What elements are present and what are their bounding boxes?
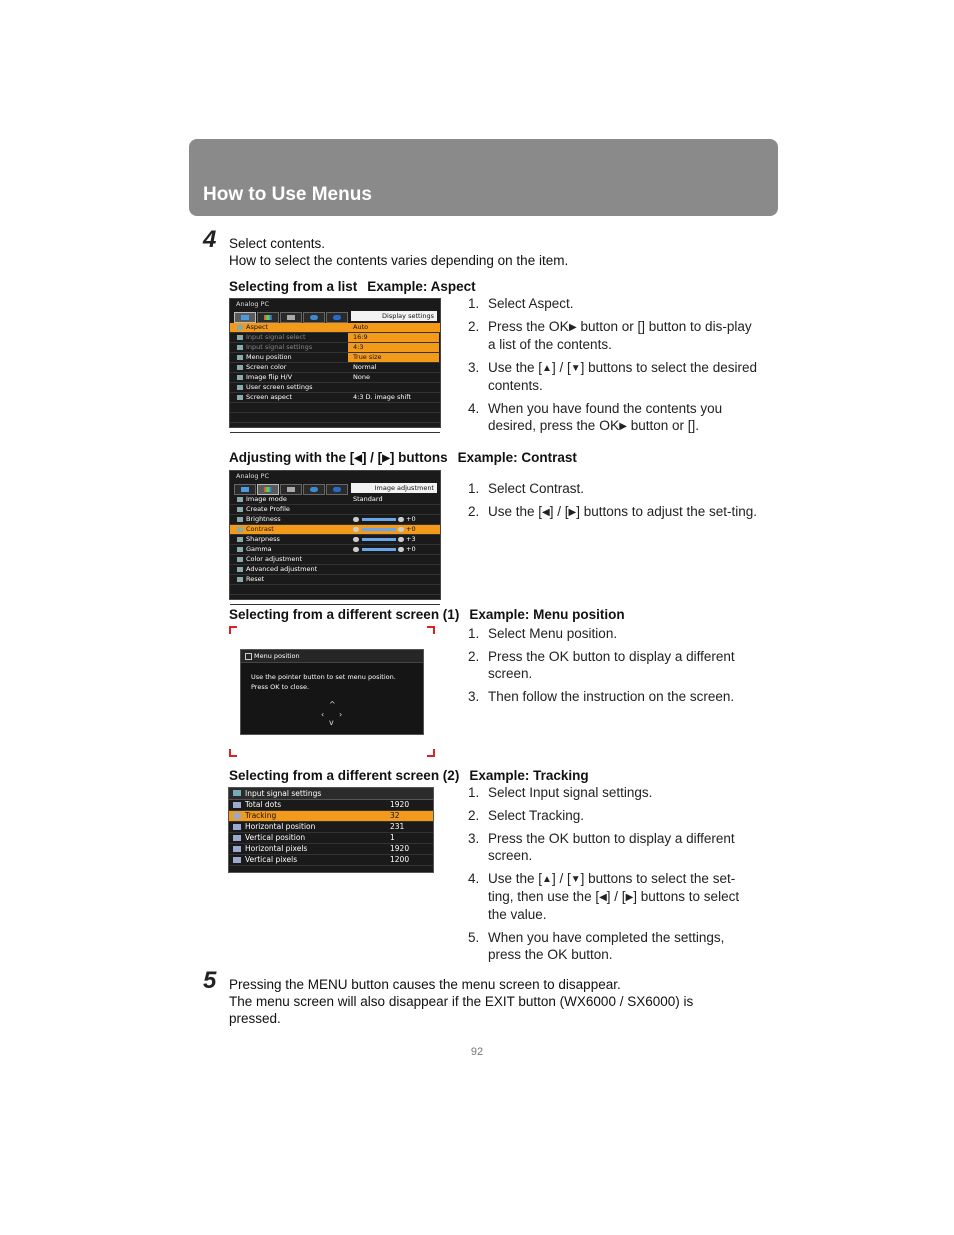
menu-item-label: Create Profile [246,505,290,513]
item-text [488,785,652,800]
menu-row [230,575,440,585]
frame-corner [427,626,435,634]
item-number: 1. [468,785,480,800]
menu-source-label: Analog PC [236,472,269,480]
menu-item-label: Screen color [246,363,287,371]
item-number: 3. [468,689,480,704]
item-text [488,296,574,311]
ok-button-label: OK [548,830,570,846]
list-item [468,870,758,923]
adjust-slider [353,547,433,552]
slider-value: +0 [406,545,416,553]
menu-item-value: 1200 [390,855,410,864]
frame-corner [229,626,237,634]
text: ] buttons to select the value. [488,889,740,922]
menu-row [230,343,440,353]
text: When you have found the contents you desired, press the [488,401,723,433]
item-text [488,831,735,863]
item-text [488,649,735,681]
menu-item-label: Horizontal pixels [245,844,308,853]
increase-icon [398,547,404,552]
menu-item-icon [237,497,243,502]
arrow-button-icon: ◀ [542,507,550,518]
menu-source-label: Analog PC [236,300,269,308]
pointer-arrows-icon: ^ ‹ › v [321,700,343,727]
step5-line2: The menu screen will also disappear if the EXIT button (WX6000 / SX6000) is [229,994,694,1009]
ok-button-label: OK [548,648,570,664]
menu-item-icon [237,517,243,522]
step4-line1: Select contents. [229,236,326,251]
menu-item-value: 231 [390,822,405,831]
item-text [488,689,734,704]
text: Select Input signal settings. [488,785,653,800]
display-tab-icon [234,484,256,495]
menu-item-icon [237,567,243,572]
text: ] / [ [606,889,626,904]
item-number: 1. [468,626,480,641]
arrow-button-icon: ▶ [568,507,577,518]
menu-row [230,525,440,535]
input-signal-settings-menu-screenshot [228,787,434,873]
list-item [468,929,758,963]
slider-bar [362,548,396,551]
menu-item-value: 1920 [390,844,410,853]
section-contrast-title [229,450,577,465]
list-item [468,318,758,353]
menu-row [229,800,433,811]
ok-button-label: OK [599,417,620,433]
right-arrow-icon: ▶ [382,453,390,464]
ok-button-label: OK [548,318,570,334]
aspect-steps-list [468,295,758,441]
decrease-icon [353,547,359,552]
section-menu-position-heading: Selecting from a different screen (1) [229,607,460,622]
menu-row [230,383,440,393]
menu-item-label: Tracking [245,811,277,820]
item-number: 4. [468,401,480,416]
display-tab-icon [234,312,256,323]
slider-value: +0 [406,525,416,533]
section-header [189,139,778,216]
item-text [488,930,724,962]
text: ] / [ [551,360,571,375]
menu-item-label: Advanced adjustment [246,565,318,573]
menu-position-steps-list [468,625,758,711]
list-item [468,503,758,521]
menu-item-label: Gamma [246,545,272,553]
slider-bar [362,528,396,531]
item-number: 5. [468,930,480,945]
menu-row [230,505,440,515]
adjust-slider [353,537,433,542]
item-number: 2. [468,808,480,823]
menu-rows [230,495,440,605]
menu-item-value: 1920 [390,800,410,809]
menu-item-label: Image mode [246,495,287,503]
menu-row [229,855,433,866]
menu-title: Input signal settings [229,788,433,800]
system-tab-icon [303,484,325,495]
step-number-5: 5 [203,967,217,994]
arrow-button-icon: ▶ [619,421,627,432]
increase-icon [398,517,404,522]
menu-item-label: Screen aspect [246,393,293,401]
item-text [488,626,617,641]
text: ] / [ [551,871,571,886]
info-tab-icon [326,312,348,323]
slider-bar [362,518,396,521]
system-tab-icon [303,312,325,323]
text: ] button to dis-play a list of the contents. [488,319,752,352]
text: Then follow the instruction on the screen. [488,689,735,704]
list-item [468,807,758,824]
tracking-steps-list [468,784,758,969]
menu-row [229,822,433,833]
item-number: 3. [468,360,480,375]
menu-tabs [230,482,440,495]
menu-row [230,373,440,383]
section-title: How to Use Menus [203,184,372,205]
list-item [468,625,758,642]
menu-item-value: 4:3 D. image shift [353,393,412,401]
item-number: 2. [468,649,480,664]
menu-row [229,844,433,855]
text: Use the [ [488,871,543,886]
menu-row [229,811,433,822]
option-value: Auto [348,323,439,332]
item-text [488,871,739,922]
list-item [468,648,758,682]
item-number: 3. [468,831,480,846]
menu-item-label: Vertical position [245,833,306,842]
section-menu-position-title [229,607,625,622]
image-tab-icon [257,484,279,495]
text: Select Menu position. [488,626,618,641]
menu-item-icon [237,577,243,582]
dialog-message [251,672,396,692]
menu-row [230,555,440,565]
option-value: 4:3 [348,343,439,352]
menu-item-value: None [353,373,370,381]
menu-row [230,363,440,373]
text: Press the [488,831,549,846]
page-number: 92 [470,1046,484,1058]
menu-item-label: Reset [246,575,265,583]
text: Select Contrast. [488,481,585,496]
menu-item-label: User screen settings [246,383,313,391]
item-number: 2. [468,504,480,519]
section-contrast-example: Example: Contrast [457,450,577,465]
section-aspect-heading: Selecting from a list [229,279,358,294]
menu-item-value: 1 [390,833,395,842]
menu-row [230,585,440,595]
frame-corner [229,749,237,757]
menu-item-label: Input signal select [246,333,306,341]
slider-bar [362,538,396,541]
menu-rows [230,323,440,433]
menu-row [230,595,440,605]
item-text [488,808,584,823]
dialog-message-line: Press OK to close. [251,683,310,691]
section-tracking-title [229,768,589,783]
list-item [468,688,758,705]
menu-item-value: Normal [353,363,377,371]
section-tracking-example: Example: Tracking [469,768,589,783]
menu-item-icon [237,375,243,380]
dialog-title: Menu position [241,650,423,663]
item-text [488,319,752,352]
adjust-slider [353,527,433,532]
option-value: 16:9 [348,333,439,342]
text: button to display a different screen. [488,649,735,681]
text: ] buttons to select the desired contents. [488,360,757,393]
menu-item-icon [237,325,243,330]
menu-tabs [230,310,440,323]
step5-line1: Pressing the MENU button causes the menu screen to disappear. [229,977,621,992]
menu-item-icon [237,507,243,512]
menu-item-label: Horizontal position [245,822,316,831]
step-number-4: 4 [203,226,217,253]
arrow-button-icon: ▶ [569,322,577,333]
section-tracking-heading: Selecting from a different screen (2) [229,768,460,783]
text: ] buttons to select the set-ting, then use the [ [488,871,736,904]
text: button or [ [576,319,642,334]
menu-category-label: Display settings [351,311,437,321]
menu-position-dialog-screenshot [240,649,424,735]
menu-item-value: 32 [390,811,400,820]
item-text [488,481,584,496]
menu-item-label: Aspect [246,323,269,331]
text: button or [ [627,418,692,433]
slider-value: +0 [406,515,416,523]
decrease-icon [353,537,359,542]
arrow-button-icon: ▼ [570,363,581,374]
text: Select Aspect. [488,296,574,311]
menu-row [230,333,440,343]
step5-line3: pressed. [229,1011,281,1026]
display-settings-menu-screenshot [229,298,441,428]
menu-row [230,413,440,423]
menu-row [229,833,433,844]
section-aspect-example: Example: Aspect [367,279,476,294]
arrow-button-icon: ▲ [542,363,552,374]
item-number: 4. [468,871,480,886]
menu-item-label: Menu position [246,353,292,361]
info-tab-icon [326,484,348,495]
text: button. [567,947,613,962]
section-aspect-title [229,279,476,294]
menu-item-label: Image flip H/V [246,373,293,381]
item-text [488,504,757,519]
menu-row [230,565,440,575]
menu-item-icon [237,537,243,542]
menu-item-icon [237,365,243,370]
menu-item-icon [237,547,243,552]
section-menu-position-example: Example: Menu position [469,607,625,622]
increase-icon [398,527,404,532]
contrast-steps-list [468,480,758,527]
menu-row [230,393,440,403]
frame-corner [427,749,435,757]
item-number: 1. [468,481,480,496]
menu-row [230,515,440,525]
menu-row [230,545,440,555]
title-part: Adjusting with the [ [229,450,355,465]
menu-item-icon [237,355,243,360]
menu-item-label: Sharpness [246,535,280,543]
menu-row [230,423,440,433]
arrow-button-icon: ▲ [542,874,552,885]
menu-item-icon [237,395,243,400]
slider-value: +3 [406,535,416,543]
menu-item-icon [237,527,243,532]
menu-item-label: Brightness [246,515,281,523]
image-tab-icon [257,312,279,323]
title-part: ] buttons [389,450,448,465]
install-tab-icon [280,484,302,495]
item-text [488,401,722,433]
menu-item-icon [237,385,243,390]
dialog-message-line: Use the pointer button to set menu position. [251,673,396,681]
text: Press the [488,649,549,664]
adjust-slider [353,517,433,522]
text: button to display a different screen. [488,831,735,863]
text: When you have completed the settings, press the [488,930,725,962]
ok-button-label: OK [547,946,568,962]
item-number: 1. [468,296,480,311]
text: Select Tracking. [488,808,585,823]
menu-category-label: Image adjustment [351,483,437,493]
arrow-button-icon: ▶ [625,892,634,903]
item-text [488,360,757,393]
arrow-button-icon: ▼ [570,874,581,885]
text: ] buttons to adjust the set-ting. [576,504,758,519]
list-item [468,784,758,801]
list-item [468,480,758,497]
menu-row [230,323,440,333]
menu-row [230,353,440,363]
menu-row [230,535,440,545]
list-item [468,830,758,864]
text: Press the [488,319,549,334]
list-item [468,295,758,312]
menu-item-label: Contrast [246,525,274,533]
menu-row [230,495,440,505]
text: Use the [ [488,504,543,519]
arrow-button-icon: ◀ [599,892,607,903]
option-value: True size [348,353,439,362]
list-item [468,359,758,394]
item-number: 2. [468,319,480,334]
left-arrow-icon: ◀ [354,453,362,464]
menu-item-icon [237,345,243,350]
menu-item-icon [237,557,243,562]
menu-item-label: Input signal settings [246,343,313,351]
menu-item-label: Color adjustment [246,555,303,563]
install-tab-icon [280,312,302,323]
menu-row [230,403,440,413]
text: ]. [691,418,700,433]
menu-item-label: Total dots [245,800,282,809]
step5-text [229,976,693,1027]
title-part: ] / [ [361,450,383,465]
text: Use the [ [488,360,543,375]
menu-item-icon [237,335,243,340]
decrease-icon [353,517,359,522]
image-adjustment-menu-screenshot [229,470,441,600]
decrease-icon [353,527,359,532]
list-item [468,400,758,435]
menu-rows [229,800,433,866]
step4-line2: How to select the contents varies depending on the item. [229,253,569,268]
step4-text [229,235,568,269]
menu-item-value: Standard [353,495,383,503]
text: ] / [ [549,504,569,519]
increase-icon [398,537,404,542]
menu-item-label: Vertical pixels [245,855,298,864]
